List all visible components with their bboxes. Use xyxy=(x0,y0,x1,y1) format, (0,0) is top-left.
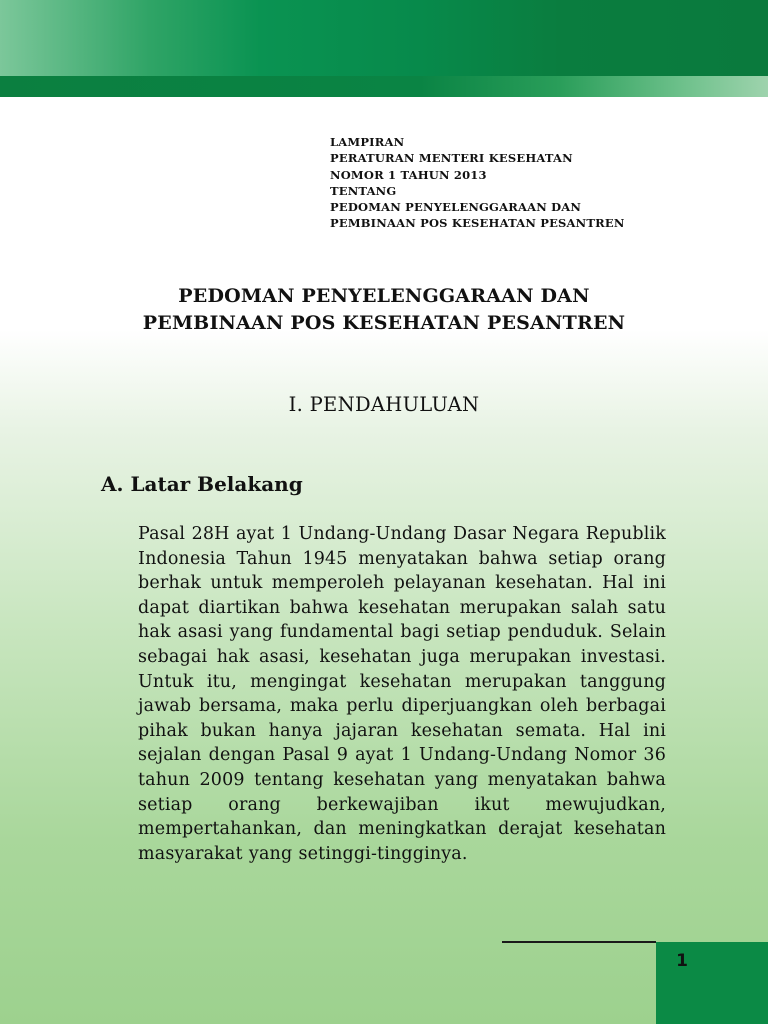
header-line: TENTANG xyxy=(330,183,397,198)
footer-divider xyxy=(502,941,656,943)
attachment-header xyxy=(330,134,750,232)
header-line: PEDOMAN PENYELENGGARAAN DAN xyxy=(330,200,582,215)
document-title-line-1: PEDOMAN PENYELENGGARAAN DAN xyxy=(178,285,590,307)
document-title-line-2: PEMBINAAN POS KESEHATAN PESANTREN xyxy=(142,312,626,334)
page-number: 1 xyxy=(676,951,688,971)
header-line: PEMBINAAN POS KESEHATAN PESANTREN xyxy=(330,216,625,231)
section-heading: I. PENDAHULUAN xyxy=(288,393,480,416)
header-line: LAMPIRAN xyxy=(330,135,405,149)
top-decorative-band xyxy=(0,0,768,80)
body-paragraph: Pasal 28H ayat 1 Undang-Undang Dasar Negara Republik Indonesia Tahun 1945 menyatakan bahwa setiap orang berhak untuk memperoleh pelayanan kesehatan. Hal ini dapat diartikan bahwa kesehatan merupakan salah satu hak asasi yang fundamental bagi setiap penduduk. Selain sebagai hak asasi, kesehatan juga merupakan investasi. Untuk itu, mengingat kesehatan merupakan tanggung jawab bersama, maka perlu diperjuangkan oleh berbagai pihak bukan hanya jajaran kesehatan semata. Hal ini sejalan dengan Pasal 9 ayat 1 Undang-Undang Nomor 36 tahun 2009 tentang kesehatan yang menyatakan bahwa setiap orang berkewajiban ikut mewujudkan, mempertahankan, dan meningkatkan derajat kesehatan masyarakat yang setinggi-tingginya. xyxy=(138,524,666,864)
subsection-heading: A. Latar Belakang xyxy=(101,472,303,496)
header-line: NOMOR 1 TAHUN 2013 xyxy=(330,167,487,182)
header-line: PERATURAN MENTERI KESEHATAN xyxy=(330,151,573,166)
top-decorative-stripe xyxy=(0,76,768,97)
document-title xyxy=(0,283,768,337)
